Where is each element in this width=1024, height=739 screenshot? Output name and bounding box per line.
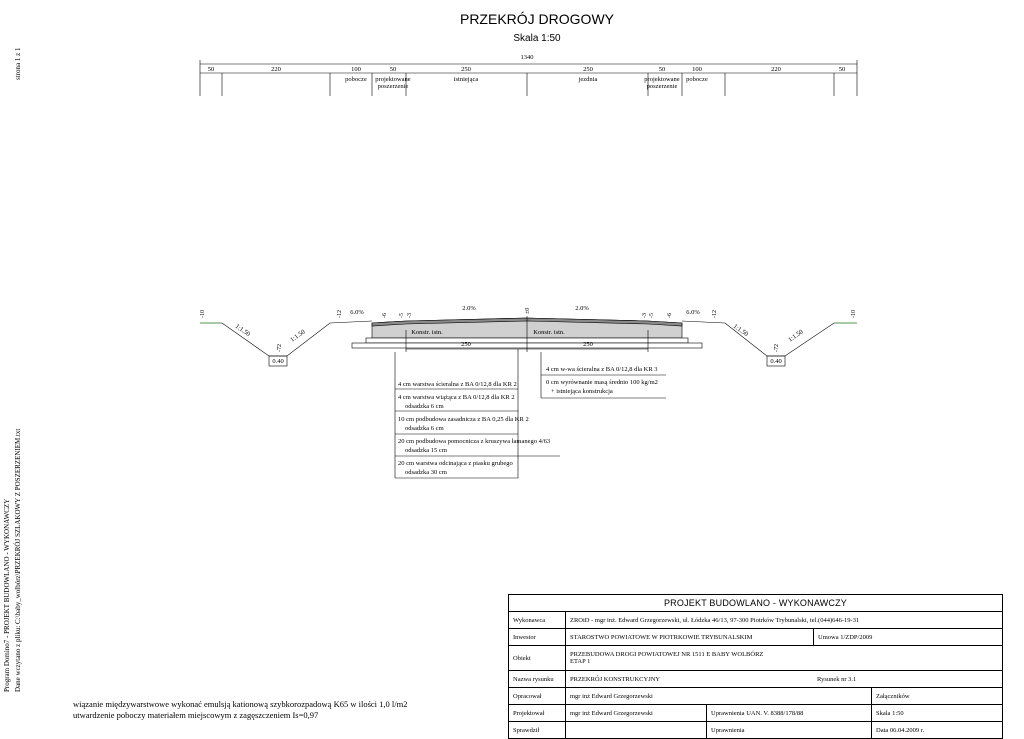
level-mark: -12 <box>712 310 718 318</box>
umowa-value: Umowa 1/ZDP/2009 <box>813 629 872 645</box>
level-mark: -3 <box>407 313 413 318</box>
zalacznikow-label: Załączników <box>871 688 910 704</box>
wykonawca-label: Wykonawca <box>509 612 566 628</box>
level-mark: -12 <box>337 310 343 318</box>
obiekt-line-2: ETAP 1 <box>570 658 591 665</box>
konstr-label: Konstr. istn. <box>411 329 443 336</box>
dim-label: istniejąca <box>453 76 479 83</box>
inwestor-value: STAROSTWO POWIATOWE W PIOTRKOWIE TRYBUNALSKIM <box>570 633 753 641</box>
level-mark: -10 <box>851 310 857 318</box>
dim-width: 100 <box>692 66 702 73</box>
layer-desc: 4 cm warstwa wiążąca z BA 0/12,8 dla KR 2 <box>398 394 515 401</box>
slope-ratio: 1:1.50 <box>731 322 750 339</box>
dim-width: 50 <box>207 66 215 73</box>
layer-desc: odsadzka 30 cm <box>405 469 447 476</box>
dim-label: poszerzenie <box>377 83 409 90</box>
dim-width: 100 <box>351 66 361 73</box>
slope-label: 2.0% <box>575 305 589 312</box>
program-info: Program Domino7 - PROJEKT BUDOWLANO - WYKONAWCZY <box>3 498 11 692</box>
layer-desc: 20 cm warstwa odcinająca z piasku grubego <box>398 460 513 467</box>
ditch-width: 0.40 <box>272 358 284 365</box>
ditch-depth: -72 <box>774 344 780 352</box>
layer-desc: 10 cm podbudowa zasadnicza z BA 0,25 dla KR 2 <box>398 416 529 423</box>
page-count: strona 1 z 1 <box>14 47 22 80</box>
dim-width: 250 <box>583 66 593 73</box>
layer-desc: odsadzka 6 cm <box>405 403 444 410</box>
projektowal-label: Projektował <box>509 705 566 721</box>
slope-label: 2.0% <box>462 305 476 312</box>
drawing-title: PRZEKRÓJ DROGOWY <box>459 11 614 27</box>
uprawnienia-label: Uprawnienia <box>706 722 871 738</box>
dim-width: 50 <box>389 66 397 73</box>
data-value: Data 06.04.2009 r. <box>871 722 924 738</box>
level-mark: -10 <box>200 310 206 318</box>
layer-desc: 4 cm warstwa ścieralna z BA 0/12,8 dla KR 2 <box>398 381 517 388</box>
drawing-scale: Skala 1:50 <box>513 33 561 44</box>
dim-total: 1340 <box>520 54 534 61</box>
wykonawca-value: ZROiD - mgr inż. Edward Grzegorzewski, ul. Łódzka 46/13, 97-300 Piotrków Trybunalski, tel.(044)646-19-31 <box>570 616 860 624</box>
opracowal-label: Opracował <box>509 688 566 704</box>
file-info: Dane wczytano z pliku: C:\baby_wolbórz\PRZEKRÓJ SZLAKOWY Z POSZERZENIEM.txt <box>14 428 22 692</box>
slope-ratio: 1:1.50 <box>787 328 805 344</box>
level-mark: -3 <box>642 313 648 318</box>
obiekt-label: Obiekt <box>509 646 566 670</box>
dim-label: projektowane <box>375 76 411 83</box>
note-line-2: utwardzenie poboczy materiałem miejscowym z zagęszczeniem Is=0,97 <box>73 710 319 720</box>
project-stage: PROJEKT BUDOWLANO - WYKONAWCZY <box>663 598 847 608</box>
opracowal-value: mgr inż Edward Grzegorzewski <box>570 692 653 700</box>
nazwa-value: PRZEKRÓJ KONSTRUKCYJNY <box>570 675 661 683</box>
dim-width: 250 <box>461 66 471 73</box>
level-mark: ±0 <box>525 307 531 314</box>
level-mark: -5 <box>399 313 405 318</box>
half-width: 250 <box>461 341 471 348</box>
sprawdzil-label: Sprawdził <box>509 722 566 738</box>
level-mark: -6 <box>667 313 673 318</box>
level-mark: -5 <box>649 313 655 318</box>
half-width: 250 <box>583 341 593 348</box>
dim-label: projektowane <box>644 76 680 83</box>
note-line-1: wiązanie międzywarstwowe wykonać emulsją kationową szybkorozpadową K65 w ilości 1,0 l/m2 <box>73 699 408 709</box>
layer-desc: + istniejąca konstrukcja <box>551 388 613 395</box>
konstr-label: Konstr. istn. <box>533 329 565 336</box>
slope-label: 6.0% <box>686 309 700 316</box>
skala-value: Skala 1:50 <box>871 705 904 721</box>
dim-label: pobocze <box>686 76 708 83</box>
slope-ratio: 1:1.50 <box>289 328 307 344</box>
dim-label: pobocze <box>345 76 367 83</box>
layer-desc: odsadzka 15 cm <box>405 447 447 454</box>
ditch-depth: -72 <box>277 344 283 352</box>
inwestor-label: Inwestor <box>509 629 566 645</box>
dim-width: 220 <box>771 66 781 73</box>
layer-desc: odsadzka 6 cm <box>405 425 444 432</box>
uprawnienia-value: Uprawnienia UAN. V. 8388/178/88 <box>706 705 871 721</box>
rysunek-value: Rysunek nr 3.1 <box>817 675 857 683</box>
ditch-width: 0.40 <box>770 358 782 365</box>
title-block <box>508 594 1003 739</box>
slope-label: 6.0% <box>350 309 364 316</box>
obiekt-line-1: PRZEBUDOWA DROGI POWIATOWEJ NR 1511 E BABY WOLBÓRZ <box>570 651 764 658</box>
layer-desc: 20 cm podbudowa pomocnicza z kruszywa łamanego 4/63 <box>398 438 551 445</box>
dim-label: jezdnia <box>578 76 598 83</box>
layer-desc: 0 cm wyrównanie masą średnio 100 kg/m2 <box>546 379 658 386</box>
slope-ratio: 1:1.50 <box>233 322 252 339</box>
dimension-line <box>200 60 857 96</box>
dim-label: poszerzenie <box>646 83 678 90</box>
dim-width: 50 <box>838 66 846 73</box>
level-mark: -6 <box>382 313 388 318</box>
dim-width: 50 <box>658 66 666 73</box>
projektowal-value: mgr inż Edward Grzegorzewski <box>570 709 653 717</box>
nazwa-label: Nazwa rysunku <box>509 671 566 687</box>
layer-desc: 4 cm w-wa ścieralna z BA 0/12,8 dla KR 3 <box>546 366 658 373</box>
dim-width: 220 <box>271 66 281 73</box>
